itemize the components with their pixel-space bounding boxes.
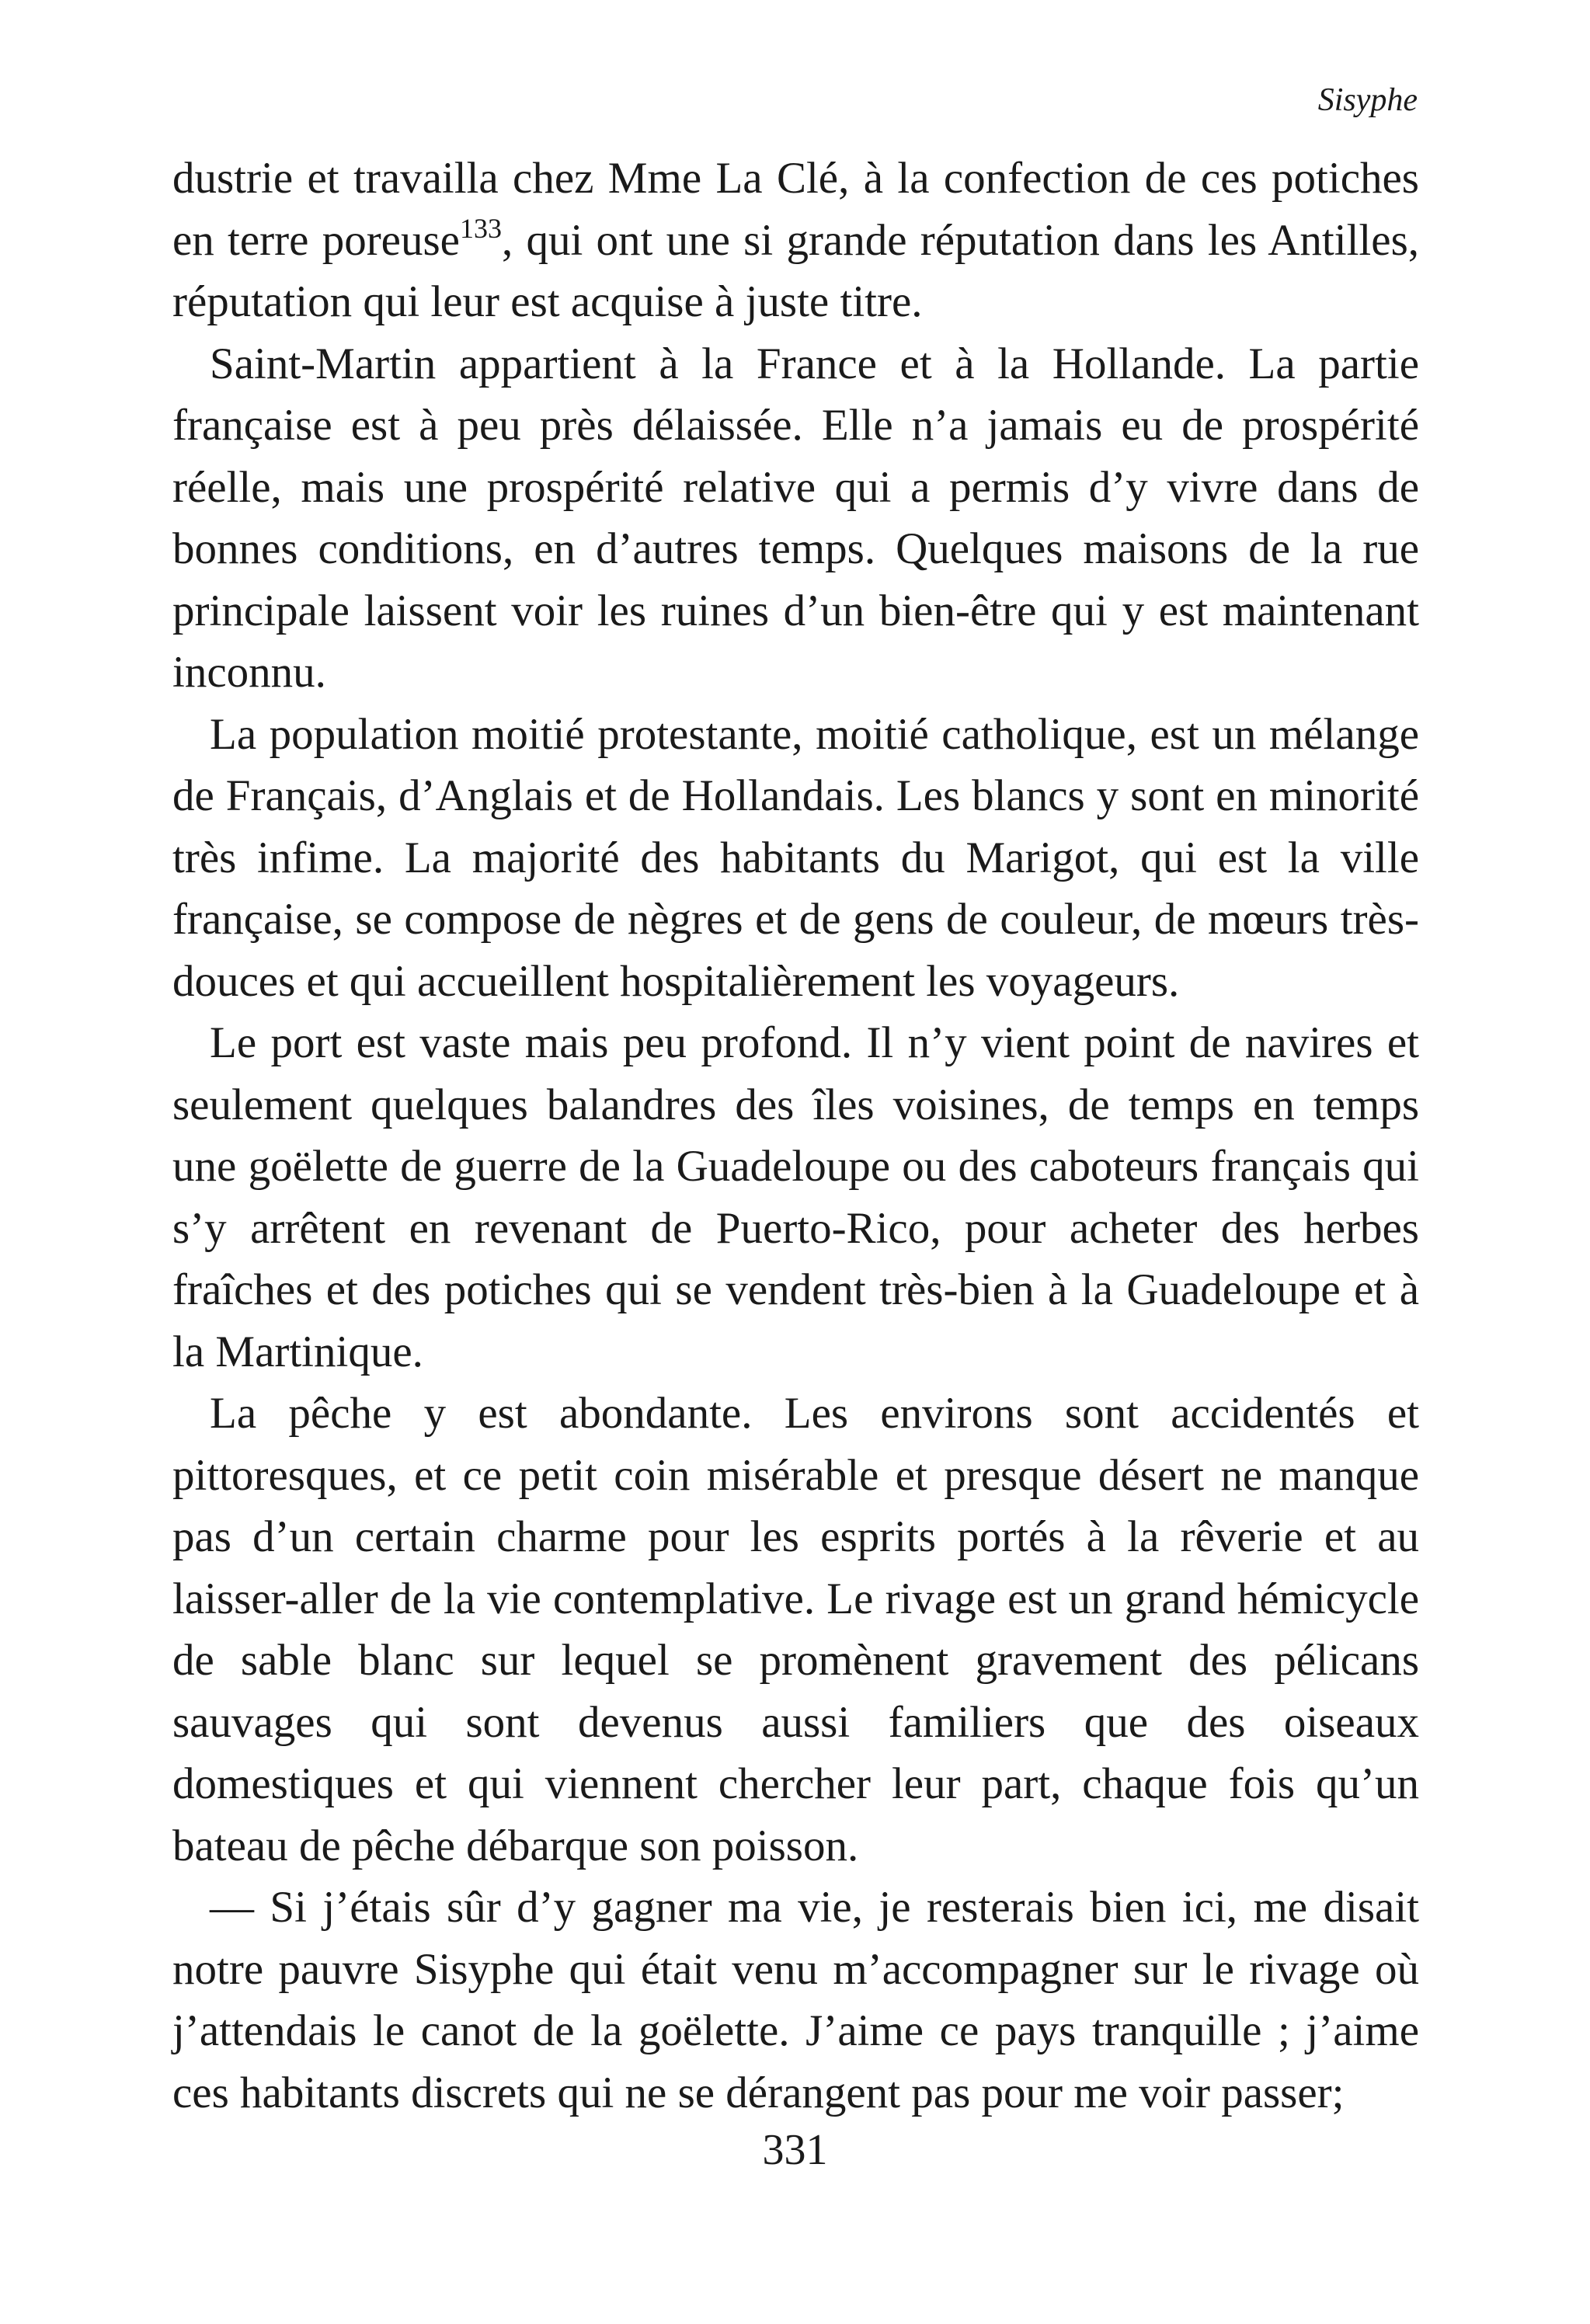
body-text [172, 148, 1419, 2124]
paragraph-peche: La pêche y est abondante. Les environs sont accidentés et pittoresques, et ce petit coin misérable et presque désert ne manque pas d’un certain charme pour les esprits portés à la rêverie et au laisser-aller de la vie contemplative. Le rivage est un grand hémicycle de sable blanc sur lequel se promènent gravement des pélicans sauvages qui sont devenus aussi familiers que des oiseaux domestiques et qui viennent chercher leur part, chaque fois qu’un bateau de pêche débarque son poisson. [172, 1389, 1419, 1870]
page-number: 331 [762, 2126, 828, 2174]
paragraph-saint-martin: Saint-Martin appartient à la France et à la Hollande. La partie française est à peu près délaissée. Elle n’a jamais eu de prospérité réelle, mais une prospérité relative qui a permis d’y vivre dans de bonnes conditions, en d’autres temps. Quelques maisons de la rue principale laissent voir les ruines d’un bien-être qui y est maintenant inconnu. [172, 339, 1419, 697]
paragraph-port: Le port est vaste mais peu profond. Il n’y vient point de navires et seulement quelques balandres des îles voisines, de temps en temps une goëlette de guerre de la Guadeloupe ou des caboteurs français qui s’y arrêtent en revenant de Puerto-Rico, pour acheter des herbes fraîches et des potiches qui se vendent très-bien à la Guadeloupe et à la Martinique. [172, 1018, 1419, 1376]
paragraph-dialogue: — Si j’étais sûr d’y gagner ma vie, je resterais bien ici, me disait notre pauvre Sisyphe qui était venu m’accompagner sur le rivage où j’attendais le canot de la goëlette. J’aime ce pays tranquille ; j’aime ces habitants discrets qui ne se dérangent pas pour me voir passer; [172, 1883, 1419, 2117]
running-head: Sisyphe [1317, 82, 1418, 118]
footnote-reference: 133 [459, 212, 502, 244]
paragraph-population: La population moitié protestante, moitié catholique, est un mélange de Français, d’Anglais et de Hollandais. Les blancs y sont en minorité très infime. La majorité des habitants du Marigot, qui est la ville française, se compose de nègres et de gens de couleur, de mœurs très-douces et qui accueillent hospitalièrement les voyageurs. [172, 709, 1419, 1006]
paragraph-continued [172, 148, 1419, 333]
paragraph-text: , qui ont une si grande réputation dans les Antilles, réputation qui leur est acquise à juste titre. [172, 215, 1419, 326]
paragraph-text: dustrie et travailla chez Mme La Clé, à la confection de ces potiches en terre poreuse [172, 154, 1419, 265]
